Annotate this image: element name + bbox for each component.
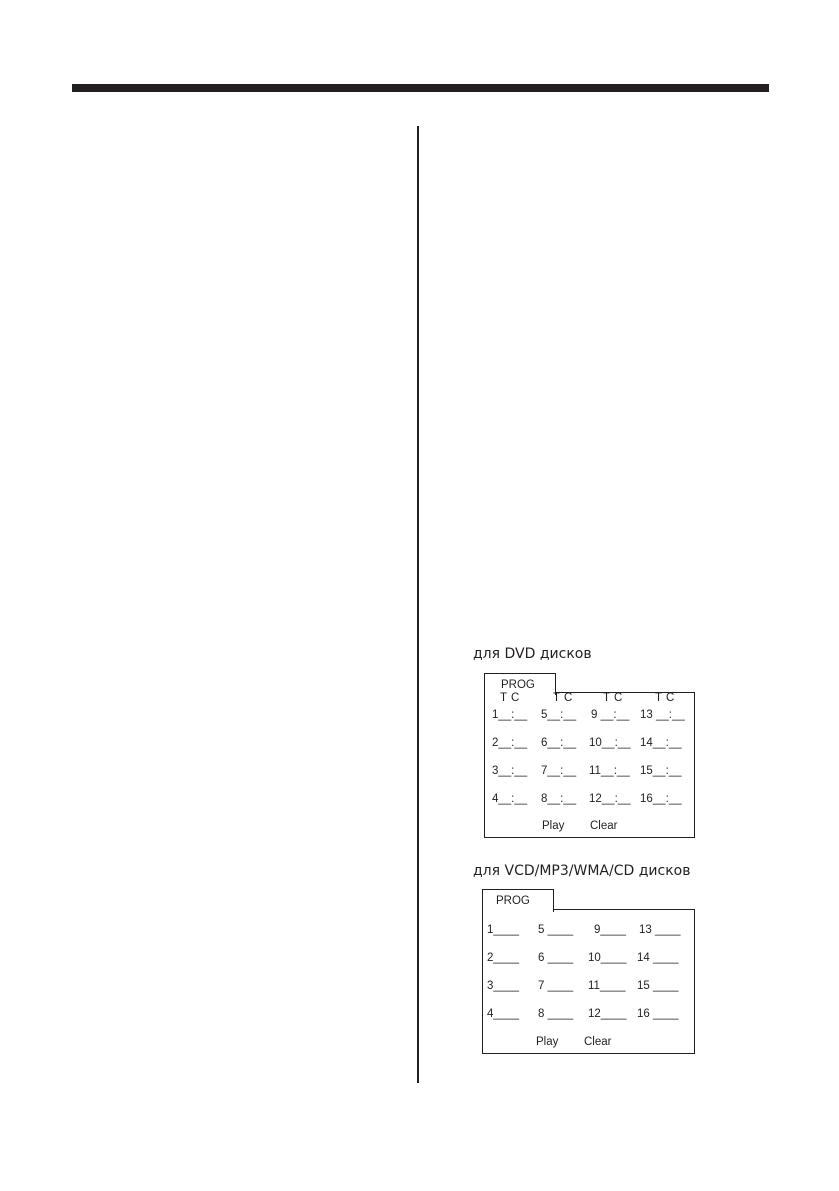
column-divider [417,126,419,1083]
vcd-slot-11: 11____ [588,980,626,992]
dvd-col2-header: T C [553,692,573,704]
vcd-slot-6: 6 ____ [538,952,574,964]
vcd-slot-14: 14 ____ [637,952,679,964]
vcd-slot-4: 4____ [487,1008,519,1020]
dvd-col1-header: T C [500,692,520,704]
dvd-play-label: Play [542,820,565,832]
vcd-clear-label: Clear [584,1036,612,1048]
dvd-slot-9: 9 __:__ [591,709,630,721]
vcd-prog-label: PROG [496,895,530,907]
vcd-slot-7: 7 ____ [538,980,574,992]
vcd-slot-5: 5 ____ [538,924,574,936]
vcd-slot-9: 9____ [594,924,626,936]
dvd-slot-8: 8__:__ [541,793,577,805]
dvd-slot-12: 12__:__ [589,793,631,805]
vcd-slot-16: 16 ____ [637,1008,679,1020]
vcd-slot-3: 3____ [487,980,519,992]
dvd-slot-1: 1__:__ [492,709,528,721]
dvd-col4-header: T C [655,692,675,704]
dvd-caption: для DVD дисков [473,646,592,662]
vcd-slot-12: 12____ [588,1008,627,1020]
vcd-slot-15: 15 ____ [637,980,679,992]
dvd-clear-label: Clear [590,820,618,832]
dvd-slot-13: 13 __:__ [640,709,685,721]
vcd-slot-1: 1____ [487,924,519,936]
vcd-slot-13: 13 ____ [639,924,681,936]
vcd-caption: для VCD/MP3/WMA/CD дисков [473,863,691,879]
dvd-slot-10: 10__:__ [589,737,631,749]
vcd-slot-10: 10____ [588,952,627,964]
dvd-slot-2: 2__:__ [492,737,528,749]
vcd-play-label: Play [536,1036,559,1048]
vcd-slot-8: 8 ____ [538,1008,574,1020]
dvd-prog-label: PROG [501,679,535,691]
dvd-col3-header: T C [603,692,623,704]
dvd-slot-3: 3__:__ [492,765,528,777]
dvd-slot-4: 4__:__ [492,793,528,805]
header-rule [72,84,769,92]
dvd-slot-14: 14__:__ [640,737,682,749]
vcd-slot-2: 2____ [487,952,519,964]
dvd-slot-6: 6__:__ [541,737,577,749]
dvd-slot-16: 16__:__ [640,793,682,805]
dvd-slot-7: 7__:__ [541,765,577,777]
dvd-slot-15: 15__:__ [640,765,682,777]
dvd-slot-11: 11__:__ [589,765,630,777]
dvd-slot-5: 5__:__ [541,709,577,721]
